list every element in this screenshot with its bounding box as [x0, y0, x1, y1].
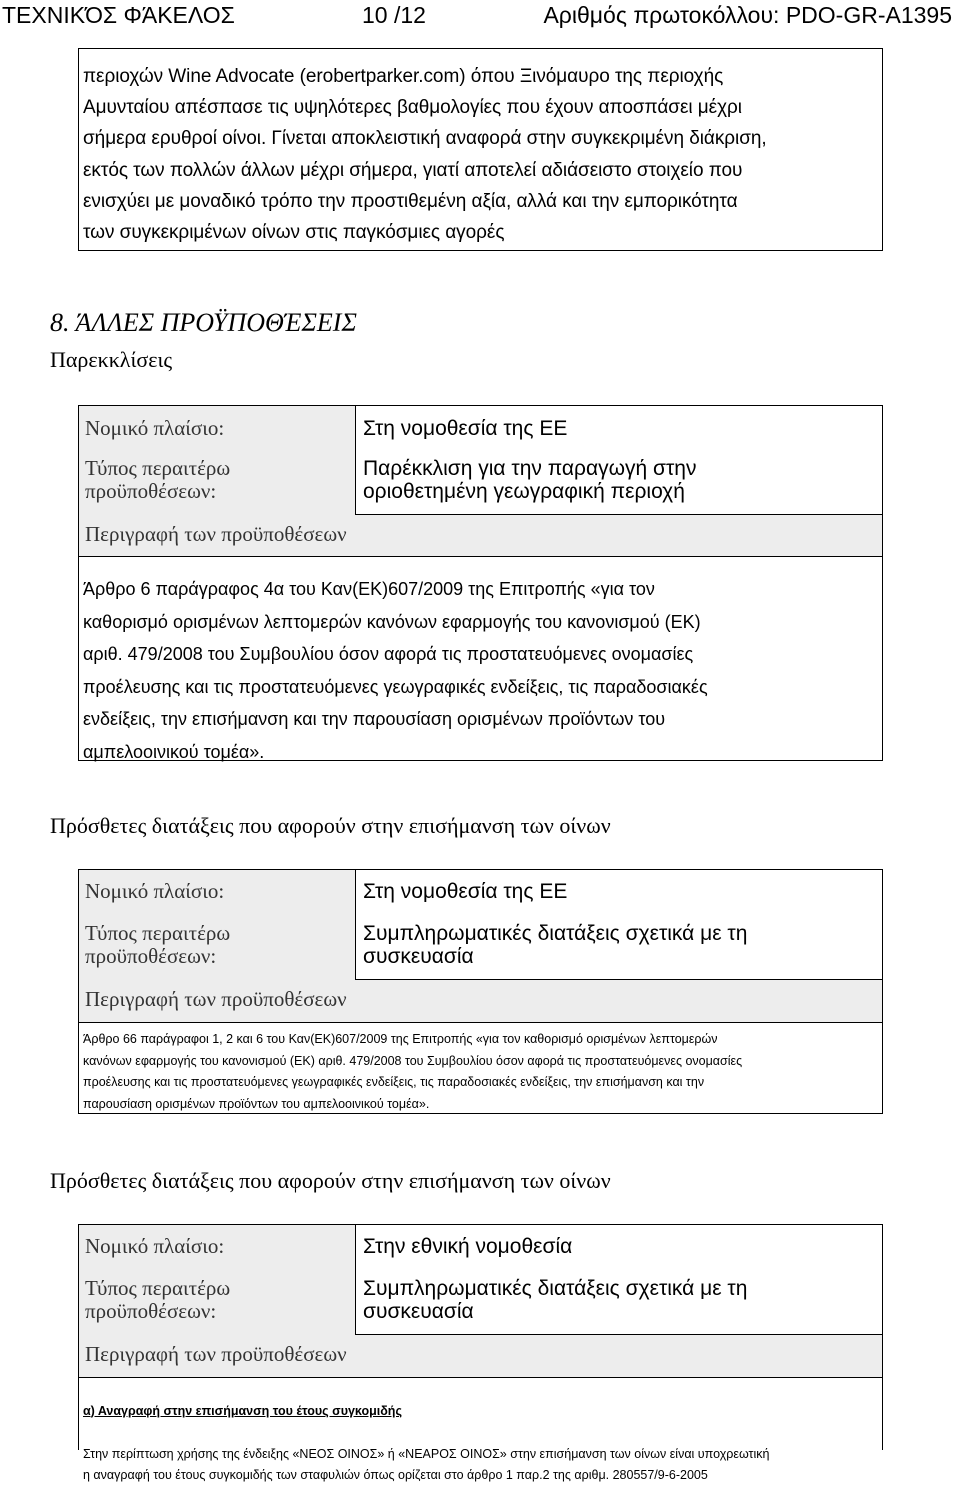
legal-framework-label: Νομικό πλαίσιο:: [85, 879, 225, 903]
description-subheading: α) Αναγραφή στην επισήμανση του έτους συγκομιδής: [83, 1403, 402, 1418]
condition-type-row: [79, 448, 882, 515]
page-number: 10 /12: [362, 2, 426, 28]
protocol-number: Αριθμός πρωτοκόλλου: PDO-GR-A1395: [543, 2, 952, 28]
condition-type-label: Τύπος περαιτέρω προϋποθέσεων:: [85, 1276, 231, 1323]
description-text: Άρθρο 66 παράγραφοι 1, 2 και 6 του Καν(ΕΚ)607/2009 της Επιτροπής «για τον καθορισμό ορισμένων λεπτομερών κανόνων εφαρμογής του κανονισμού (ΕΚ) αριθ. 479/2008 του Συμβουλίου όσον αφορά τις προστατευόμενες ονομασίες προέλευσης και τις προστατευόμενες γεωγραφικές ενδείξεις, τις παραδοσιακές ενδείξεις, την επισήμανση και την παρουσίαση ορισμένων προϊόντων του αμπελοοινικού τομέα».: [83, 1032, 743, 1111]
conditions-table-1: [78, 405, 883, 761]
condition-type-value: Συμπληρωματικές διατάξεις σχετικά με τη συσκευασία: [355, 914, 882, 980]
conditions-table-3: [78, 1224, 883, 1482]
description-label: Περιγραφή των προϋποθέσεων: [79, 515, 882, 557]
legal-framework-label: Νομικό πλαίσιο:: [85, 416, 225, 440]
condition-type-value: Συμπληρωματικές διατάξεις σχετικά με τη συσκευασία: [355, 1269, 882, 1335]
block-heading-derogations: Παρεκκλίσεις: [50, 347, 173, 372]
condition-type-row: [79, 1269, 882, 1335]
intro-text-box: [78, 48, 883, 251]
legal-framework-value: Στην εθνική νομοθεσία: [355, 1225, 882, 1269]
document-title: ΤΕΧΝΙΚΌΣ ΦΆΚΕΛΟΣ: [2, 2, 235, 28]
description-body: [79, 1378, 882, 1508]
condition-type-row: [79, 914, 882, 980]
block-heading-labelling-1: Πρόσθετες διατάξεις που αφορούν στην επισήμανση των οίνων: [50, 813, 611, 838]
legal-framework-value: Στη νομοθεσία της ΕΕ: [355, 870, 882, 914]
legal-framework-row: [79, 870, 882, 914]
condition-type-label: Τύπος περαιτέρω προϋποθέσεων:: [85, 456, 231, 503]
condition-type-value: Παρέκκλιση για την παραγωγή στην οριοθετημένη γεωγραφική περιοχή: [355, 448, 882, 515]
description-label: Περιγραφή των προϋποθέσεων: [79, 1335, 882, 1378]
description-text: Άρθρο 6 παράγραφος 4α του Καν(ΕΚ)607/2009 της Επιτροπής «για τον καθορισμό ορισμένων λεπτομερών κανόνων εφαρμογής του κανονισμού (ΕΚ) αριθ. 479/2008 του Συμβουλίου όσον αφορά τις προστατευόμενες ονομασίες προέλευσης και τις προστατευόμενες γεωγραφικές ενδείξεις, τις παραδοσιακές ενδείξεις, την επισήμανση και την παρουσίαση ορισμένων προϊόντων του αμπελοοινικού τομέα».: [83, 579, 708, 762]
description-label: Περιγραφή των προϋποθέσεων: [79, 980, 882, 1023]
intro-paragraph: περιοχών Wine Advocate (erobertparker.com) όπου Ξινόμαυρο της περιοχής Αμυνταίου απέσπασε τις υψηλότερες βαθμολογίες που έχουν αποσπάσει μέχρι σήμερα ερυθροί οίνοι. Γίνεται αποκλειστική αναφορά στην συγκεκριμένη διάκριση, εκτός των πολλών άλλων μέχρι σήμερα, γιατί αποτελεί αδιάσειστο στοιχείο που ενισχύει με μοναδικό τρόπο την προστιθεμένη αξία, αλλά και την εμπορικότητα των συγκεκριμένων οίνων στις παγκόσμιες αγορές: [83, 66, 767, 244]
legal-framework-value: Στη νομοθεσία της ΕΕ: [355, 406, 882, 448]
page-header: [0, 0, 960, 30]
legal-framework-row: [79, 406, 882, 448]
legal-framework-row: [79, 1225, 882, 1269]
condition-type-label: Τύπος περαιτέρω προϋποθέσεων:: [85, 921, 231, 968]
description-text: Στην περίπτωση χρήσης της ένδειξης «ΝΕΟΣ ΟΙΝΟΣ» ή «ΝΕΑΡΟΣ ΟΙΝΟΣ» στην επισήμανση των οίνων είναι υποχρεωτική η αναγραφή του έτους συγκομιδής των σταφυλιών όπως ορίζεται στο άρθρο 1 παρ.2 της αριθμ. 280557/9-6-2005: [83, 1446, 770, 1482]
section-heading: 8. ΆΛΛΕΣ ΠΡΟΫΠΟΘΈΣΕΙΣ: [50, 308, 357, 337]
block-heading-labelling-2: Πρόσθετες διατάξεις που αφορούν στην επισήμανση των οίνων: [50, 1168, 611, 1193]
legal-framework-label: Νομικό πλαίσιο:: [85, 1234, 225, 1258]
conditions-table-2: [78, 869, 883, 1114]
